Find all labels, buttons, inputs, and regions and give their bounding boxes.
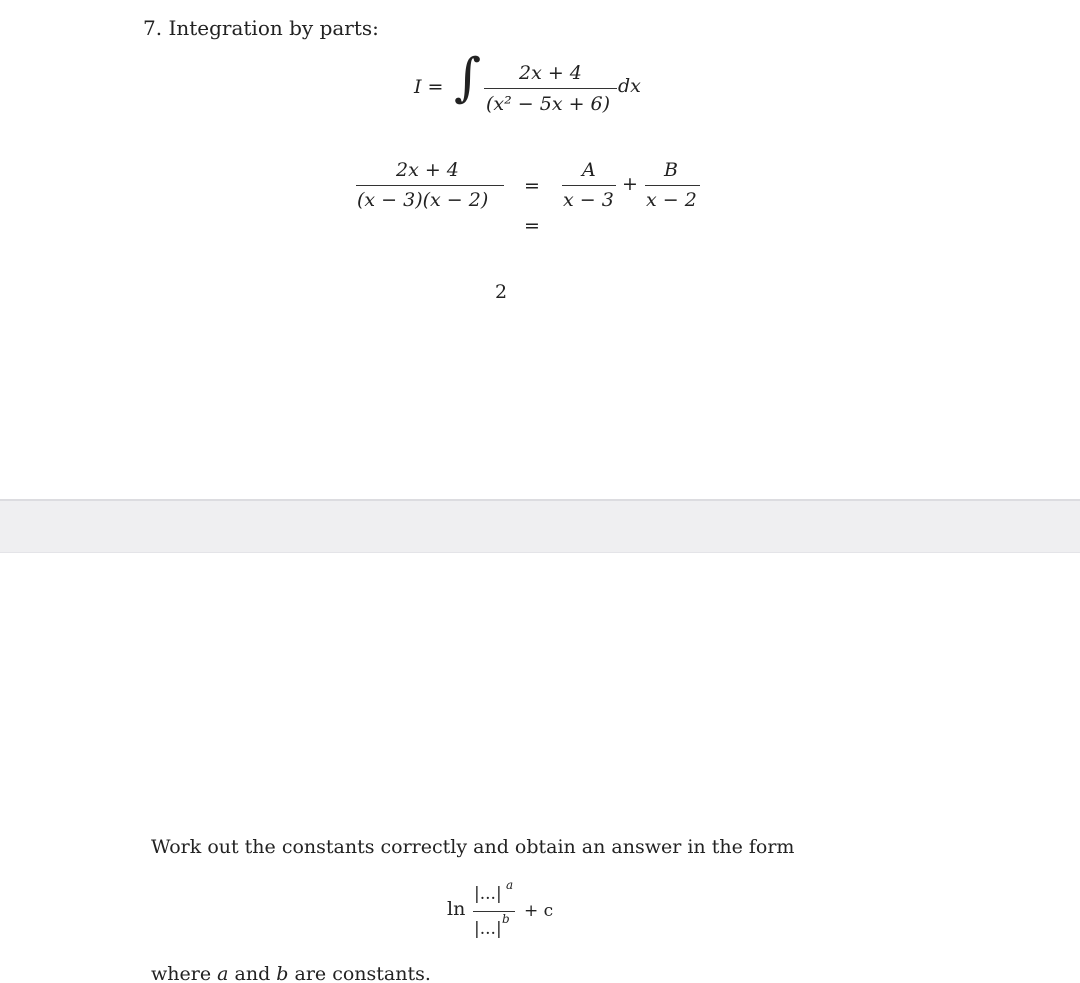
integral-sign: ∫ <box>454 48 482 108</box>
pf-lhs-fraction-bar <box>356 185 504 186</box>
question-heading <box>143 16 379 40</box>
note-a: a <box>217 963 229 983</box>
section-separator <box>0 499 1080 553</box>
pf-lhs-denominator: (x − 3)(x − 2) <box>357 189 489 211</box>
pf-equals-sign-second: = <box>524 215 540 237</box>
answer-constant: + c <box>524 901 554 921</box>
note-and: and <box>234 963 271 983</box>
pf-term1-denominator: x − 3 <box>563 189 614 211</box>
answer-denominator-base: |...| <box>474 919 502 939</box>
pf-working-value: 2 <box>495 281 508 303</box>
answer-numerator-power: a <box>506 878 514 892</box>
note-rest: are constants. <box>294 963 431 983</box>
integral-numerator: 2x + 4 <box>519 62 582 84</box>
integral-differential: dx <box>618 75 641 97</box>
integral-denominator: (x² − 5x + 6) <box>486 93 611 115</box>
integral-fraction-bar <box>484 88 617 89</box>
integral-lhs: I = <box>414 76 444 98</box>
pf-plus-sign: + <box>622 173 638 195</box>
answer-denominator-power: b <box>502 912 510 926</box>
pf-term1-numerator: A <box>582 159 596 181</box>
pf-equals-sign: = <box>524 175 540 197</box>
pf-term2-denominator: x − 2 <box>646 189 697 211</box>
pf-term2-numerator: B <box>664 159 678 181</box>
pf-lhs-numerator: 2x + 4 <box>396 159 459 181</box>
note-where: where <box>151 963 212 983</box>
question-title: Integration by parts: <box>168 16 379 40</box>
note-b: b <box>276 963 289 983</box>
constants-note <box>151 963 431 983</box>
answer-numerator-base: |...| <box>474 884 502 904</box>
answer-ln: ln <box>447 898 466 920</box>
instruction-text: Work out the constants correctly and obtain an answer in the form <box>151 836 795 858</box>
pf-term1-fraction-bar <box>562 185 616 186</box>
question-number: 7. <box>143 16 163 40</box>
pf-term2-fraction-bar <box>645 185 700 186</box>
